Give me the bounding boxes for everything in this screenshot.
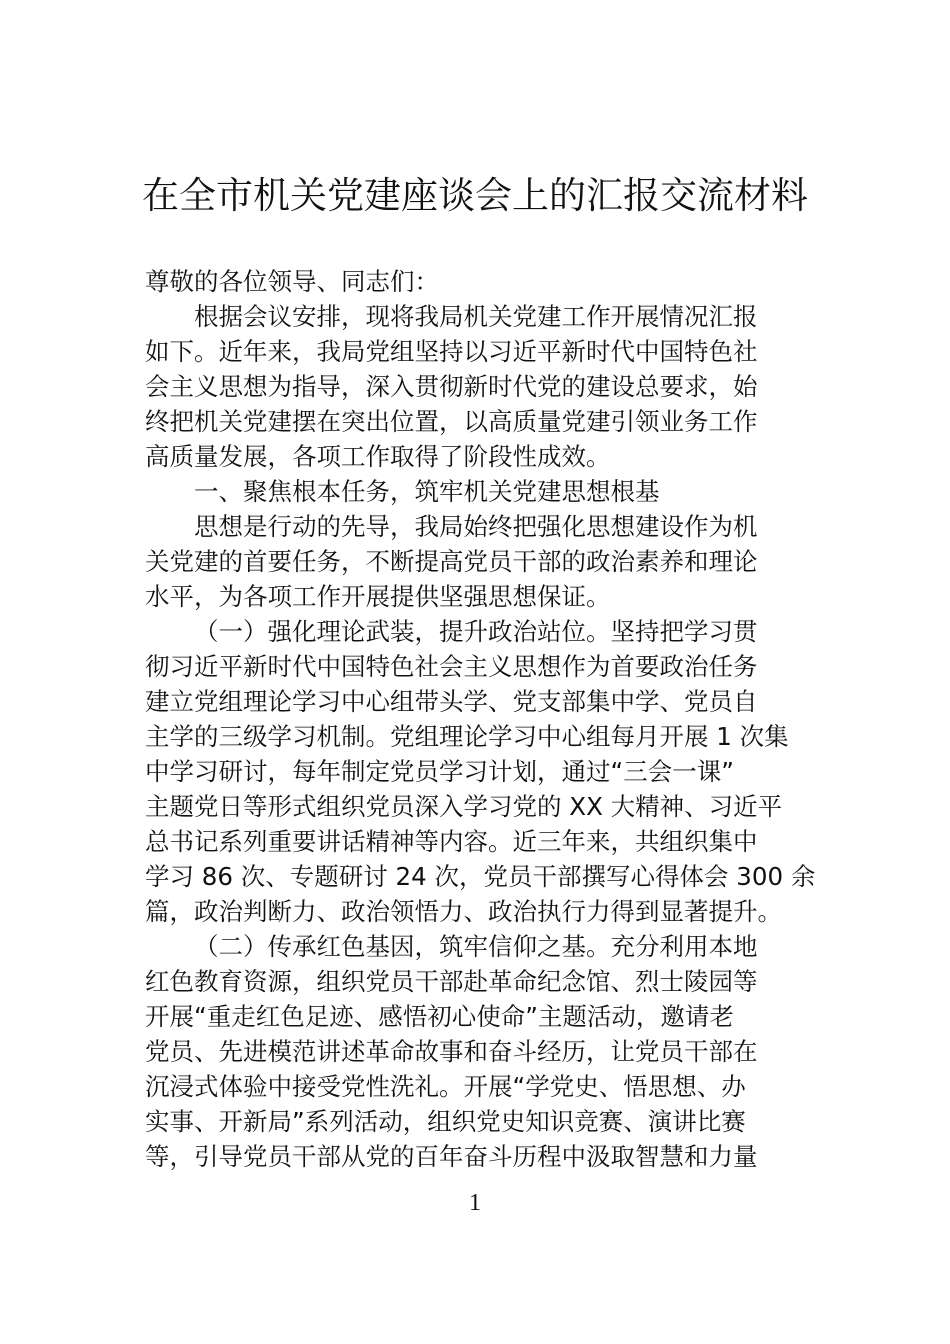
paragraph-line: 会主义思想为指导，深入贯彻新时代党的建设总要求，始 [145,372,758,401]
section-heading: 一、聚焦根本任务，筑牢机关党建思想根基 [194,477,660,506]
paragraph-line: 篇，政治判断力、政治领悟力、政治执行力得到显著提升。 [145,897,782,926]
document-body [145,264,816,1174]
paragraph-line: 思想是行动的先导，我局始终把强化思想建设作为机 [194,512,758,541]
document-title: 在全市机关党建座谈会上的汇报交流材料 [142,174,808,217]
paragraph-line: 学习 86 次、专题研讨 24 次，党员干部撰写心得体会 300 余 [145,862,816,891]
paragraph-line: 等，引导党员干部从党的百年奋斗历程中汲取智慧和力量 [145,1142,758,1171]
paragraph-line: 建立党组理论学习中心组带头学、党支部集中学、党员自 [145,687,758,716]
paragraph-line: 党员、先进模范讲述革命故事和奋斗经历，让党员干部在 [145,1037,758,1066]
paragraph-line: 彻习近平新时代中国特色社会主义思想作为首要政治任务 [145,652,758,681]
subsection-paragraph-line: （一）强化理论武装，提升政治站位。坚持把学习贯 [194,617,758,646]
paragraph-line: 关党建的首要任务，不断提高党员干部的政治素养和理论 [145,547,758,576]
paragraph-line: 沉浸式体验中接受党性洗礼。开展“学党史、悟思想、办 [145,1072,746,1101]
paragraph-line: 高质量发展，各项工作取得了阶段性成效。 [145,442,611,471]
salutation: 尊敬的各位领导、同志们： [145,267,439,296]
paragraph-line: 终把机关党建摆在突出位置，以高质量党建引领业务工作 [145,407,758,436]
paragraph-line: 主题党日等形式组织党员深入学习党的 XX 大精神、习近平 [145,792,783,821]
paragraph-line: 根据会议安排，现将我局机关党建工作开展情况汇报 [194,302,758,331]
paragraph-line: 红色教育资源，组织党员干部赴革命纪念馆、烈士陵园等 [145,967,758,996]
paragraph-line: 实事、开新局”系列活动，组织党史知识竞赛、演讲比赛 [145,1107,746,1136]
page-number: 1 [469,1190,481,1216]
paragraph-line: 中学习研讨，每年制定党员学习计划，通过“三会一课” [145,757,734,786]
paragraph-line: 水平，为各项工作开展提供坚强思想保证。 [145,582,611,611]
subsection-paragraph-line: （二）传承红色基因，筑牢信仰之基。充分利用本地 [194,932,758,961]
paragraph-line: 开展“重走红色足迹、感悟初心使命”主题活动，邀请老 [145,1002,734,1031]
paragraph-line: 总书记系列重要讲话精神等内容。近三年来，共组织集中 [145,827,758,856]
paragraph-line: 主学的三级学习机制。党组理论学习中心组每月开展 1 次集 [145,722,789,751]
paragraph-line: 如下。近年来，我局党组坚持以习近平新时代中国特色社 [145,337,758,366]
